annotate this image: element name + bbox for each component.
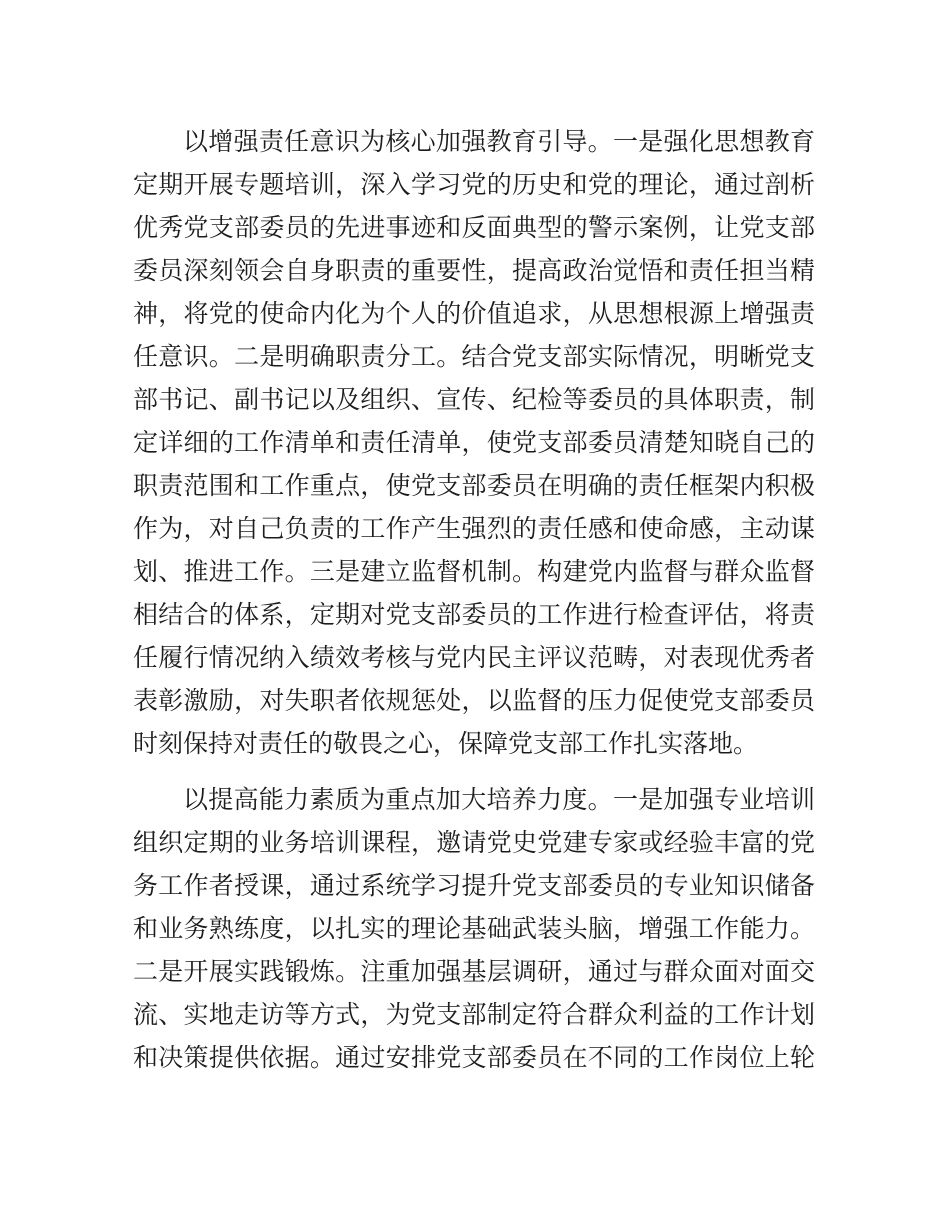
text-line: 务工作者授课，通过系统学习提升党支部委员的专业知识储备	[133, 873, 815, 900]
text-line: 表彰激励，对失职者依规惩处，以监督的压力促使党支部委员	[133, 688, 815, 715]
text-line: 部书记、副书记以及组织、宣传、纪检等委员的具体职责，制	[133, 387, 815, 414]
text-line: 二是开展实践锻炼。注重加强基层调研，通过与群众面对面交	[133, 959, 815, 986]
text-line: 和决策提供依据。通过安排党支部委员在不同的工作岗位上轮	[133, 1045, 815, 1072]
text-line: 定期开展专题培训，深入学习党的历史和党的理论，通过剖析	[133, 172, 815, 199]
text-line: 职责范围和工作重点，使党支部委员在明确的责任框架内积极	[133, 473, 815, 500]
text-line: 和业务熟练度，以扎实的理论基础武装头脑，增强工作能力。	[133, 916, 815, 943]
text-line: 以增强责任意识为核心加强教育引导。一是强化思想教育	[183, 129, 815, 156]
text-line: 相结合的体系，定期对党支部委员的工作进行检查评估，将责	[133, 602, 815, 629]
text-line: 时刻保持对责任的敬畏之心，保障党支部工作扎实落地。	[133, 731, 759, 758]
text-line: 委员深刻领会自身职责的重要性，提高政治觉悟和责任担当精	[133, 258, 815, 285]
paragraph	[133, 121, 815, 766]
text-line: 定详细的工作清单和责任清单，使党支部委员清楚知晓自己的	[133, 430, 815, 457]
text-line: 任履行情况纳入绩效考核与党内民主评议范畴，对表现优秀者	[133, 645, 815, 672]
paragraph	[133, 779, 815, 1080]
text-line: 划、推进工作。三是建立监督机制。构建党内监督与群众监督	[133, 559, 815, 586]
document-text-block	[133, 121, 815, 1093]
text-line: 以提高能力素质为重点加大培养力度。一是加强专业培训	[183, 787, 815, 814]
text-line: 作为，对自己负责的工作产生强烈的责任感和使命感，主动谋	[133, 516, 815, 543]
text-line: 流、实地走访等方式，为党支部制定符合群众利益的工作计划	[133, 1002, 815, 1029]
text-line: 神，将党的使命内化为个人的价值追求，从思想根源上增强责	[133, 301, 815, 328]
text-line: 任意识。二是明确职责分工。结合党支部实际情况，明晰党支	[133, 344, 815, 371]
text-line: 组织定期的业务培训课程，邀请党史党建专家或经验丰富的党	[133, 830, 815, 857]
text-line: 优秀党支部委员的先进事迹和反面典型的警示案例，让党支部	[133, 215, 815, 242]
